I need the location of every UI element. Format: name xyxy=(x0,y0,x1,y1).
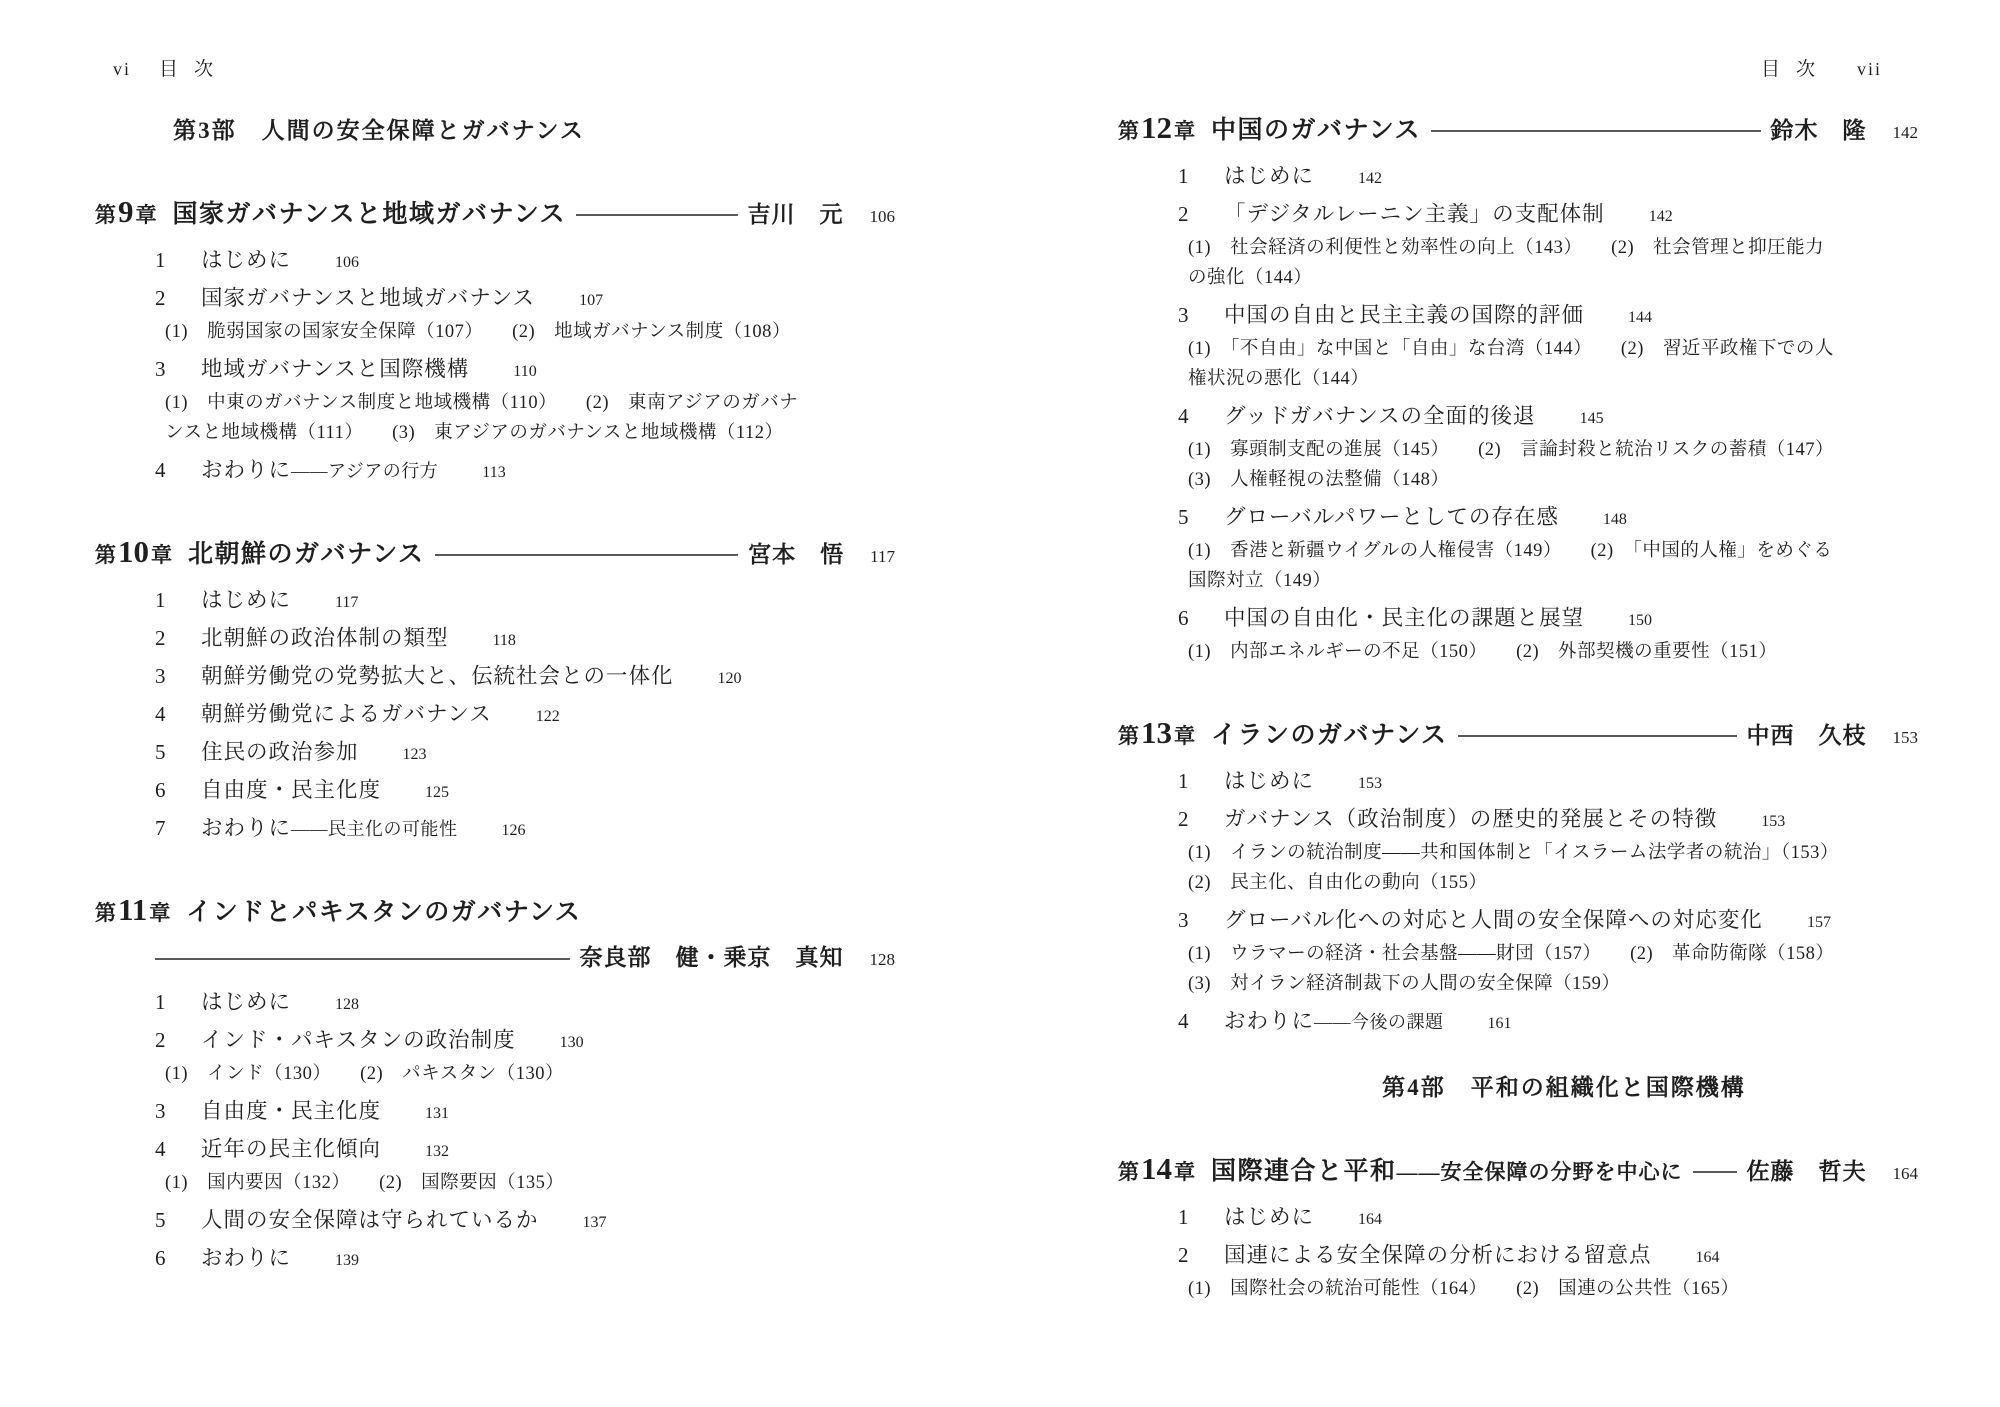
toc-subitem-line: (1) 国内要因（132） (2) 国際要因（135） xyxy=(165,1173,565,1193)
chapter-page-number: 164 xyxy=(1892,1164,1918,1183)
toc-item xyxy=(155,587,895,616)
item-number: 2 xyxy=(155,626,166,650)
toc-subitems xyxy=(1188,637,1918,667)
page-folio: vi xyxy=(113,59,132,79)
toc-item xyxy=(155,989,895,1018)
toc-item xyxy=(1178,403,1918,432)
toc-item xyxy=(1178,1204,1918,1233)
toc-item xyxy=(155,1207,895,1236)
toc-subitems xyxy=(1188,939,1918,999)
item-page-number: 142 xyxy=(1648,208,1673,225)
chapter-page-number: 117 xyxy=(870,547,895,566)
item-title: 地域ガバナンスと国際機構 xyxy=(201,357,470,381)
toc-item xyxy=(155,777,895,806)
toc-subitems xyxy=(1188,838,1918,898)
item-number: 7 xyxy=(155,816,166,840)
item-page-number: 150 xyxy=(1628,612,1653,629)
item-number: 2 xyxy=(155,286,166,310)
toc-subitem-line: 権状況の悪化（144） xyxy=(1188,369,1370,389)
item-title: 自由度・民主化度 xyxy=(201,1099,382,1123)
item-page-number: 137 xyxy=(582,1214,607,1231)
item-number: 1 xyxy=(155,248,166,272)
chapter-label-pre: 第 xyxy=(95,203,116,227)
item-title: 人間の安全保障は守られているか xyxy=(201,1208,539,1232)
toc-item xyxy=(1178,504,1918,533)
chapter-title: 北朝鮮のガバナンス xyxy=(188,541,425,568)
toc-subitem-line: 国際対立（149） xyxy=(1188,571,1332,591)
toc-item xyxy=(1178,302,1918,331)
chapter-label xyxy=(95,192,157,238)
chapter-number: 10 xyxy=(118,534,149,569)
item-title: 朝鮮労働党の党勢拡大と、伝統社会との一体化 xyxy=(201,664,674,688)
chapter-heading xyxy=(95,890,895,936)
page-left xyxy=(95,0,895,1274)
chapter-page-number: 106 xyxy=(869,207,895,226)
toc-subitem-line: (1) 内部エネルギーの不足（150） (2) 外部契機の重要性（151） xyxy=(1188,642,1778,662)
item-title: グローバル化への対応と人間の安全保障への対応変化 xyxy=(1224,908,1763,932)
item-number: 4 xyxy=(155,1137,166,1161)
toc-item xyxy=(155,247,895,276)
toc-subitem-line: (1) 国際社会の統治可能性（164） (2) 国連の公共性（165） xyxy=(1188,1279,1740,1299)
chapter-label xyxy=(95,532,172,578)
running-head-right xyxy=(1118,58,1918,80)
chapter-author: 吉川 元 xyxy=(747,202,844,227)
running-head-title: 目次 xyxy=(159,59,230,80)
item-title: 中国の自由と民主主義の国際的評価 xyxy=(1224,303,1585,327)
item-subtitle: ——アジアの行方 xyxy=(291,461,439,481)
item-number: 1 xyxy=(1178,769,1189,793)
chapter-title: 中国のガバナンス xyxy=(1211,117,1422,144)
chapter-label-post: 章 xyxy=(151,543,172,567)
toc-subitems xyxy=(165,1059,895,1089)
item-title: グローバルパワーとしての存在感 xyxy=(1224,505,1559,529)
leader-line xyxy=(1458,735,1737,737)
item-page-number: 123 xyxy=(402,746,427,763)
part-title: 第4部 平和の組織化と国際機構 xyxy=(1382,1075,1746,1100)
item-page-number: 157 xyxy=(1806,914,1831,931)
toc-subitem-line: (1) 「不自由」な中国と「自由」な台湾（144） (2) 習近平政権下での人 xyxy=(1188,339,1834,359)
item-title: はじめに xyxy=(201,990,292,1014)
item-page-number: 118 xyxy=(492,632,516,649)
toc-subitem-line: の強化（144） xyxy=(1188,268,1313,288)
item-page-number: 128 xyxy=(335,996,360,1013)
item-title: 国家ガバナンスと地域ガバナンス xyxy=(201,286,536,310)
item-page-number: 131 xyxy=(425,1105,450,1122)
chapter-heading xyxy=(95,532,895,578)
chapter-page-number: 153 xyxy=(1892,728,1918,747)
chapter-author: 中西 久枝 xyxy=(1746,723,1867,748)
item-number: 2 xyxy=(1178,807,1189,831)
item-number: 5 xyxy=(155,740,166,764)
item-title: グッドガバナンスの全面的後退 xyxy=(1224,404,1536,428)
toc-subitem-line: (1) 中東のガバナンス制度と地域機構（110） (2) 東南アジアのガバナ xyxy=(165,393,799,413)
item-number: 1 xyxy=(155,990,166,1014)
item-number: 3 xyxy=(1178,908,1189,932)
chapter-heading xyxy=(1118,1149,1918,1195)
item-number: 2 xyxy=(1178,202,1189,226)
item-page-number: 144 xyxy=(1628,309,1653,326)
item-number: 6 xyxy=(155,778,166,802)
item-subtitle: ——民主化の可能性 xyxy=(291,819,458,839)
item-number: 2 xyxy=(155,1028,166,1052)
chapter-label-post: 章 xyxy=(1174,119,1195,143)
item-title: 自由度・民主化度 xyxy=(201,778,382,802)
chapter-label-pre: 第 xyxy=(1118,724,1139,748)
item-title: 朝鮮労働党によるガバナンス xyxy=(201,702,492,726)
chapter-title: 国家ガバナンスと地域ガバナンス xyxy=(172,201,567,228)
leader-line xyxy=(435,554,739,556)
item-title: はじめに xyxy=(1224,1205,1315,1229)
chapter-title: イランのガバナンス xyxy=(1211,722,1448,749)
item-title: はじめに xyxy=(201,588,292,612)
item-page-number: 125 xyxy=(425,784,450,801)
chapter-subtitle: ——安全保障の分野を中心に xyxy=(1396,1160,1683,1184)
item-number: 4 xyxy=(155,702,166,726)
item-page-number: 120 xyxy=(717,670,742,687)
item-page-number: 139 xyxy=(335,1252,360,1269)
item-number: 4 xyxy=(155,458,166,482)
toc-subitem-line: (1) インド（130） (2) パキスタン（130） xyxy=(165,1064,565,1084)
toc-item xyxy=(1178,1008,1918,1037)
chapter-author: 鈴木 隆 xyxy=(1770,118,1867,143)
item-page-number: 153 xyxy=(1358,775,1383,792)
chapter-author-row xyxy=(95,938,895,980)
item-title: 北朝鮮の政治体制の類型 xyxy=(201,626,449,650)
item-number: 5 xyxy=(1178,505,1189,529)
toc-subitem-line: ンスと地域機構（111） (3) 東アジアのガバナンスと地域機構（112） xyxy=(165,423,784,443)
chapter-author: 奈良部 健・乗京 真知 xyxy=(579,945,844,970)
item-title: 国連による安全保障の分析における留意点 xyxy=(1224,1243,1652,1267)
toc-item xyxy=(1178,806,1918,835)
toc-subitem-line: (3) 対イラン経済制裁下の人間の安全保障（159） xyxy=(1188,974,1621,994)
toc-subitem-line: (1) ウラマーの経済・社会基盤——財団（157） (2) 革命防衛隊（158） xyxy=(1188,944,1835,964)
item-number: 2 xyxy=(1178,1243,1189,1267)
chapter-number: 11 xyxy=(118,892,148,927)
item-title: ガバナンス（政治制度）の歴史的発展とその特徴 xyxy=(1224,807,1718,831)
chapter-title: インドとパキスタンのガバナンス xyxy=(186,899,582,926)
item-number: 3 xyxy=(1178,303,1189,327)
toc-subitems xyxy=(1188,536,1918,596)
page-left-content xyxy=(95,116,895,1274)
toc-subitem-line: (1) 脆弱国家の国家安全保障（107） (2) 地域ガバナンス制度（108） xyxy=(165,322,791,342)
item-title: 近年の民主化傾向 xyxy=(201,1137,382,1161)
chapter-label-post: 章 xyxy=(149,901,171,925)
item-number: 3 xyxy=(155,357,166,381)
chapter-page-number: 142 xyxy=(1892,123,1918,142)
chapter-heading xyxy=(1118,713,1918,759)
item-page-number: 164 xyxy=(1695,1249,1720,1266)
chapter-number: 13 xyxy=(1141,715,1172,750)
toc-item xyxy=(1178,1242,1918,1271)
toc-item xyxy=(155,739,895,768)
toc-item xyxy=(155,285,895,314)
item-page-number: 153 xyxy=(1761,813,1786,830)
item-number: 4 xyxy=(1178,1009,1189,1033)
chapter-label xyxy=(1118,108,1195,154)
toc-subitems xyxy=(165,317,895,347)
item-number: 1 xyxy=(155,588,166,612)
toc-subitem-line: (2) 民主化、自由化の動向（155） xyxy=(1188,873,1488,893)
chapter-label-pre: 第 xyxy=(1118,119,1139,143)
item-title: おわりに xyxy=(201,458,292,482)
toc-item xyxy=(1178,163,1918,192)
toc-subitems xyxy=(1188,435,1918,495)
toc-subitems xyxy=(1188,233,1918,293)
toc-subitem-line: (1) 寡頭制支配の進展（145） (2) 言論封殺と統治リスクの蓄積（147） xyxy=(1188,440,1835,460)
item-number: 3 xyxy=(155,664,166,688)
running-head-title: 目次 xyxy=(1760,59,1831,80)
toc-item xyxy=(1178,768,1918,797)
toc-item xyxy=(155,1098,895,1127)
item-title: おわりに xyxy=(1224,1009,1315,1033)
item-number: 6 xyxy=(155,1246,166,1270)
toc-subitems xyxy=(165,1168,895,1198)
item-page-number: 107 xyxy=(579,292,604,309)
chapter-label-post: 章 xyxy=(1174,1160,1195,1184)
item-page-number: 122 xyxy=(535,708,560,725)
toc-item xyxy=(155,663,895,692)
running-head-left xyxy=(95,58,895,80)
chapter-number: 14 xyxy=(1141,1151,1172,1186)
page-folio: vii xyxy=(1856,59,1882,79)
item-page-number: 164 xyxy=(1358,1211,1383,1228)
page-right xyxy=(1118,0,1918,1304)
chapter-label-post: 章 xyxy=(1174,724,1195,748)
toc-subitem-line: (3) 人権軽視の法整備（148） xyxy=(1188,470,1450,490)
chapter-label-pre: 第 xyxy=(95,901,116,925)
item-title: おわりに xyxy=(201,1246,292,1270)
toc-item xyxy=(1178,201,1918,230)
leader-line xyxy=(1693,1171,1737,1173)
toc-item xyxy=(1178,605,1918,634)
item-title: はじめに xyxy=(201,248,292,272)
item-title: 中国の自由化・民主化の課題と展望 xyxy=(1224,606,1585,630)
page-right-content xyxy=(1118,108,1918,1304)
chapter-author: 佐藤 哲夫 xyxy=(1746,1159,1867,1184)
item-title: はじめに xyxy=(1224,164,1315,188)
toc-item xyxy=(155,457,895,486)
toc-item xyxy=(155,1027,895,1056)
chapter-page-number: 128 xyxy=(869,950,895,969)
chapter-label xyxy=(1118,713,1195,759)
chapter-label-pre: 第 xyxy=(95,543,116,567)
chapter-label xyxy=(95,890,170,936)
toc-item xyxy=(155,701,895,730)
part-title: 第3部 人間の安全保障とガバナンス xyxy=(173,118,585,143)
item-page-number: 142 xyxy=(1358,170,1383,187)
toc-item xyxy=(155,1245,895,1274)
item-page-number: 145 xyxy=(1579,410,1604,427)
toc-subitem-line: (1) 香港と新疆ウイグルの人権侵害（149） (2) 「中国的人権」をめぐる xyxy=(1188,541,1833,561)
chapter-label-pre: 第 xyxy=(1118,1160,1139,1184)
leader-line xyxy=(155,958,570,960)
toc-subitems xyxy=(1188,1274,1918,1304)
item-number: 1 xyxy=(1178,1205,1189,1229)
leader-line xyxy=(576,214,737,216)
item-page-number: 113 xyxy=(482,464,506,481)
toc-item xyxy=(155,356,895,385)
leader-line xyxy=(1431,130,1760,132)
toc-item xyxy=(155,1136,895,1165)
item-number: 5 xyxy=(155,1208,166,1232)
chapter-label-post: 章 xyxy=(135,203,157,227)
item-page-number: 126 xyxy=(501,822,526,839)
toc-item xyxy=(1178,907,1918,936)
toc-subitem-line: (1) イランの統治制度——共和国体制と「イスラーム法学者の統治」（153） xyxy=(1188,843,1839,863)
item-number: 1 xyxy=(1178,164,1189,188)
chapter-title: 国際連合と平和 xyxy=(1211,1158,1397,1185)
toc-item xyxy=(155,625,895,654)
item-title: インド・パキスタンの政治制度 xyxy=(201,1028,516,1052)
chapter-heading xyxy=(95,192,895,238)
item-page-number: 161 xyxy=(1487,1015,1512,1032)
chapter-label xyxy=(1118,1149,1195,1195)
toc-subitems xyxy=(165,388,895,448)
item-title: はじめに xyxy=(1224,769,1315,793)
item-page-number: 117 xyxy=(335,594,359,611)
chapter-author: 宮本 悟 xyxy=(748,542,845,567)
item-page-number: 132 xyxy=(425,1143,450,1160)
item-page-number: 110 xyxy=(513,363,537,380)
item-subtitle: ——今後の課題 xyxy=(1314,1012,1444,1032)
item-title: おわりに xyxy=(201,816,292,840)
item-page-number: 106 xyxy=(335,254,360,271)
item-title: 住民の政治参加 xyxy=(201,740,359,764)
toc-item xyxy=(155,815,895,844)
chapter-number: 9 xyxy=(118,194,134,229)
toc-subitem-line: (1) 社会経済の利便性と効率性の向上（143） (2) 社会管理と抑圧能力 xyxy=(1188,238,1825,258)
chapter-number: 12 xyxy=(1141,110,1172,145)
item-number: 3 xyxy=(155,1099,166,1123)
item-number: 6 xyxy=(1178,606,1189,630)
item-number: 4 xyxy=(1178,404,1189,428)
item-title: 「デジタルレーニン主義」の支配体制 xyxy=(1224,202,1605,226)
item-page-number: 148 xyxy=(1602,511,1627,528)
item-page-number: 130 xyxy=(559,1034,584,1051)
chapter-heading xyxy=(1118,108,1918,154)
toc-subitems xyxy=(1188,334,1918,394)
